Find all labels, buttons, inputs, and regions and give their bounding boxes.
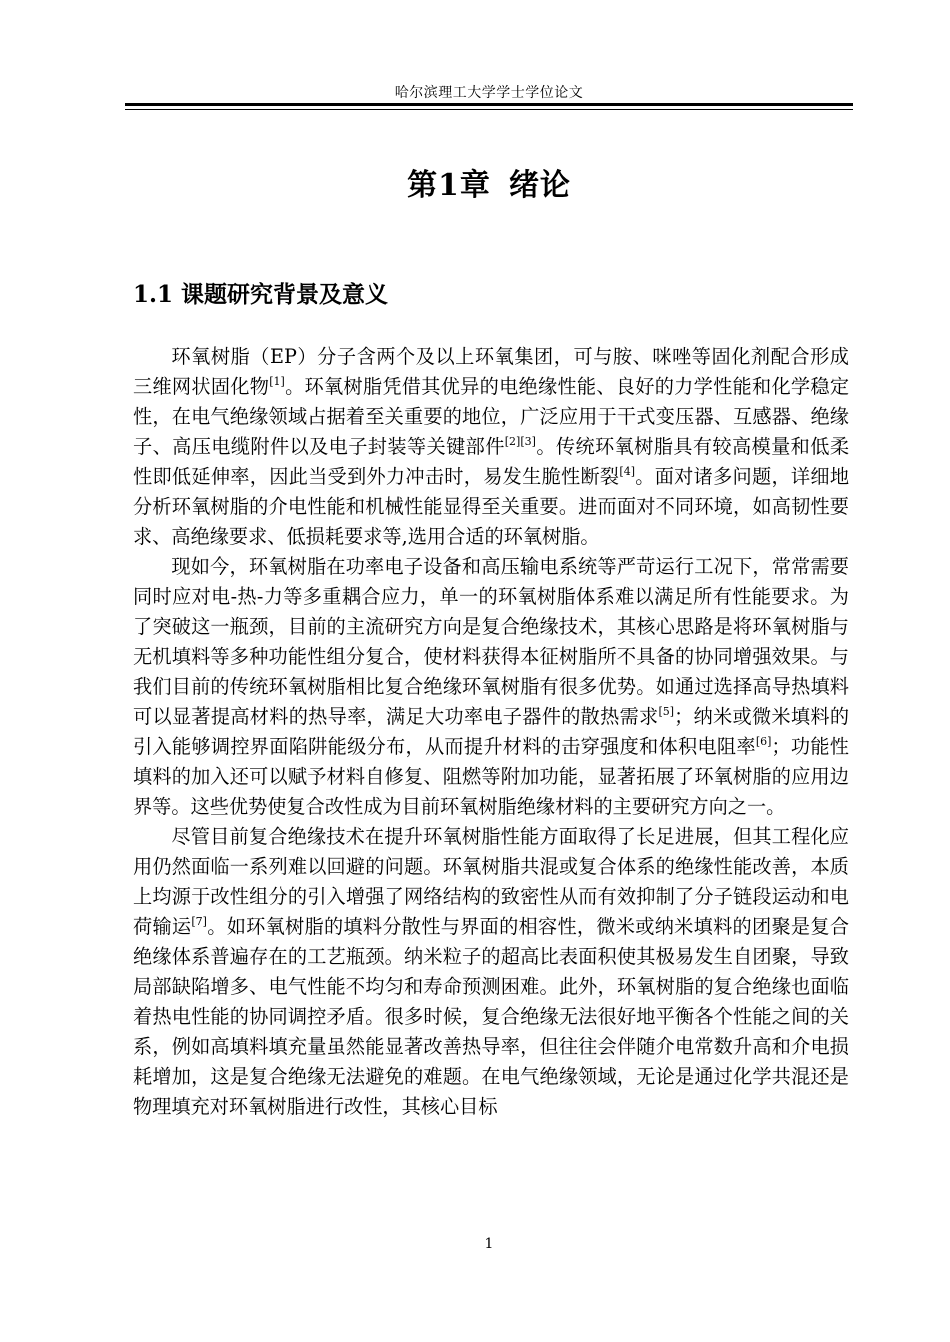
paragraph-3: [133, 822, 849, 1122]
citation-ref: [2][3]: [504, 435, 536, 448]
body-text: [133, 342, 849, 1122]
citation-ref: [5]: [658, 705, 675, 718]
text-run: 。传统环氧树脂具有较高模量和低柔性即低延伸率，因此当受到外力冲击时，易发生脆性断裂: [133, 435, 850, 488]
citation-ref: [4]: [619, 465, 635, 478]
citation-ref: [7]: [191, 915, 207, 928]
chapter-number: 第1章: [407, 168, 491, 203]
paragraph-1: [133, 342, 849, 552]
text-run: 。面对诸多问题，详细地分析环氧树脂的介电性能和机械性能显得至关重要。进而面对不同环境，如高韧性要求、高绝缘要求、低损耗要求等,选用合适的环氧树脂。: [133, 465, 850, 548]
text-run: 。环氧树脂凭借其优异的电绝缘性能、良好的力学性能和化学稳定性，在电气绝缘领域占据着至关重要的地位，广泛应用于干式变压器、互感器、绝缘子、高压电缆附件以及电子封装等关键部件: [133, 375, 850, 458]
chapter-title: [125, 160, 853, 204]
section-title: 1.1 课题研究背景及意义: [133, 281, 389, 308]
running-header: 哈尔滨理工大学学士学位论文: [394, 85, 584, 101]
text-run: ；功能性填料的加入还可以赋予材料自修复、阻燃等附加功能，显著拓展了环氧树脂的应用边界等。这些优势使复合改性成为目前环氧树脂绝缘材料的主要研究方向之一。: [133, 735, 849, 818]
text-run: 环氧树脂（EP）分子含两个及以上环氧集团，可与胺、咪唑等固化剂配合形成三维网状固化物: [133, 345, 849, 398]
text-run: ；纳米或微米填料的引入能够调控界面陷阱能级分布，从而提升材料的击穿强度和体积电阻率: [133, 705, 850, 758]
citation-ref: [1]: [269, 375, 285, 388]
header-rule-thick: [125, 103, 853, 106]
paragraph-2: [133, 552, 849, 822]
citation-ref: [6]: [755, 735, 772, 748]
header-rule-thin: [125, 109, 853, 110]
chapter-name: 绪论: [508, 168, 571, 203]
text-run: 。如环氧树脂的填料分散性与界面的相容性，微米或纳米填料的团聚是复合绝缘体系普遍存在的工艺瓶颈。纳米粒子的超高比表面积使其极易发生自团聚，导致局部缺陷增多、电气性能不均匀和寿命预测困难。此外，环氧树脂的复合绝缘也面临着热电性能的协同调控矛盾。很多时候，复合绝缘无法很好地平衡各个性能之间的关系，例如高填料填充量虽然能显著改善热导率，但往往会伴随介电常数升高和介电损耗增加，这是复合绝缘无法避免的难题。在电气绝缘领域，无论是通过化学共混还是物理填充对环氧树脂进行改性，其核心目标: [133, 915, 850, 1118]
text-run: 现如今，环氧树脂在功率电子设备和高压输电系统等严苛运行工况下，常常需要同时应对电-热-力等多重耦合应力，单一的环氧树脂体系难以满足所有性能要求。为了突破这一瓶颈，目前的主流研究方向是复合绝缘技术，其核心思路是将环氧树脂与无机填料等多种功能性组分复合，使材料获得本征树脂所不具备的协同增强效果。与我们目前的传统环氧树脂相比复合绝缘环氧树脂有很多优势。如通过选择高导热填料可以显著提高材料的热导率，满足大功率电子器件的散热需求: [133, 555, 849, 728]
text-run: 尽管目前复合绝缘技术在提升环氧树脂性能方面取得了长足进展，但其工程化应用仍然面临一系列难以回避的问题。环氧树脂共混或复合体系的绝缘性能改善，本质上均源于改性组分的引入增强了网络结构的致密性从而有效抑制了分子链段运动和电荷输运: [133, 825, 849, 938]
page-number: 1: [484, 1236, 494, 1252]
